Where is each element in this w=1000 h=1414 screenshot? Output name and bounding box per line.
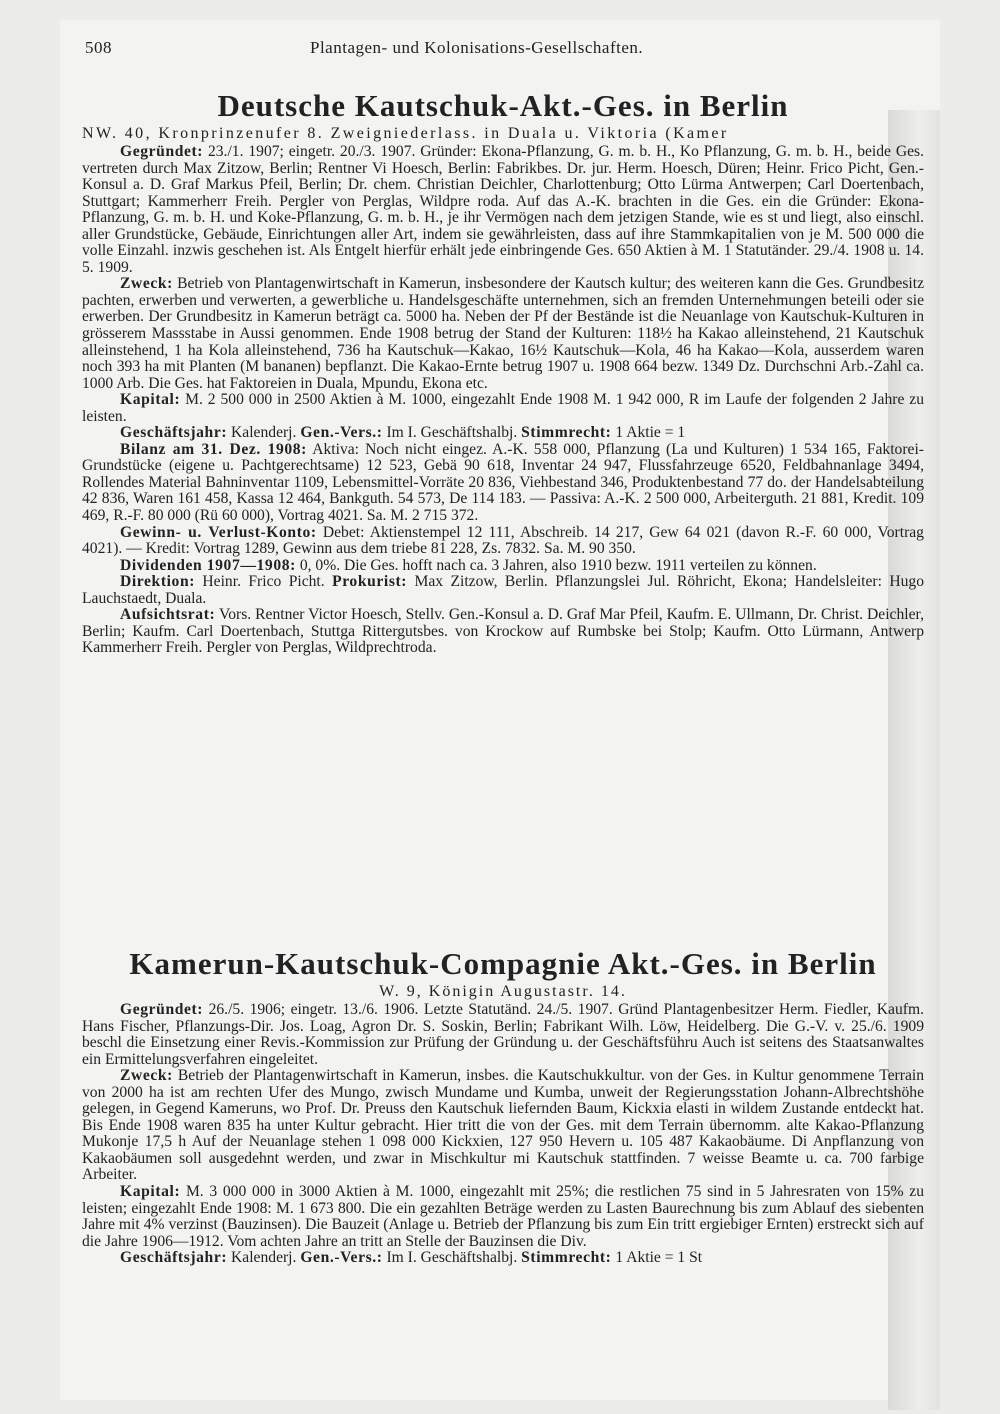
paragraph-label: Direktion: <box>120 573 196 591</box>
paragraph-text: Kalenderj. <box>227 1249 301 1267</box>
paragraph-zweck <box>82 1068 924 1184</box>
paragraph-text: Betrieb der Plantagenwirtschaft in Kamerun, insbes. die Kautschukkultur. von der Ges. in Kultur genommene Terrain von 2000 ha ist am rechten Ufer des Mungo, zwisch Mundame und Kumba, unweit der Regierungsstation Johann-Albrechtshöhe gelegen, in Gegend Kameruns, wo Prof. Dr. Preuss den Kautschuk liefernden Baum, Kickxia elasti in wildem Zustande entdeckt hat. Bis Ende 1908 waren 835 ha unter Kultur gebracht. Hier tritt die von der Ges. mit dem Terrain übernomm. alte Kakao-Pflanzung Mukonje 17,5 h Auf der Neuanlage stehen 1 098 000 Kickxien, 127 950 Hevern u. 105 487 Kakaobäume. Di Anpflanzung von Kakaobäumen soll ausgedehnt werden, und zwar in Mischkultur mi Kautschuk stattfinden. 7 weisse Beamte u. ca. 700 farbige Arbeiter. <box>82 1067 924 1184</box>
paragraph-label: Gegründet: <box>120 143 204 160</box>
paragraph-label: Prokurist: <box>332 573 408 591</box>
paragraph-label: Bilanz am 31. Dez. 1908: <box>120 440 307 458</box>
paragraph-label: Gen.-Vers.: <box>300 1249 383 1267</box>
paragraph-text: M. 3 000 000 in 3000 Aktien à M. 1000, eingezahlt mit 25%; die restlichen 75 sind in 5 Jahresraten von 15% zu leisten; eingezahlt Ende 1908: M. 1 673 800. Die ein gezahlten Beträge werden zu Lasten Baurechnung bis zum Ablauf des siebenten Jahre mit 4% verzinst (Bauzinsen). Die Bauzeit (Anlage u. Betrieb der Pflanzung bis zum Ein tritt ergiebiger Ernten) erstreckt sich auf die Jahre 1906—1912. Vom achten Jahre an tritt an Stelle der Bauzinsen die Div. <box>82 1183 924 1250</box>
paragraph-text: 23./1. 1907; eingetr. 20./3. 1907. Gründer: Ekona-Pflanzung, G. m. b. H., Ko Pflanzung, G. m. b. H., beide Ges. vertreten durch Max Zitzow, Berlin; Rentner Vi Hoesch, Berlin: Fabrikbes. Dr. jur. Herm. Hoesch, Düren; Heinr. Frico Picht, Gen.-Konsul a. D. Graf Markus Pfeil, Berlin; Dr. chem. Christian Deichler, Charlottenburg; Otto Lürma Antwerpen; Carl Doertenbach, Stuttgart; Kammerherr Freih. Pergler von Perglas, Wildpre roda. Auf das A.-K. brachten in die Ges. ein die Gründer: Ekona-Pflanzung, G. m. b. H. und Koke-Pflanzung, G. m. b. H., je ihr Vermögen nach dem jetzigen Stande, wie es st und liegt, also einschl. aller Grundstücke, Gebäude, Einrichtungen aller Art, indem sie gewährleisten, dass auf ihre Stammkapitalien von je M. 500 000 die volle Einzahl. inzwis geschehen ist. Als Entgelt hierfür erhält jede einbringende Ges. 650 Aktien à M. 1 Statutänder. 29./4. 1908 u. 14. 5. 1909. <box>82 143 924 276</box>
page-number: 508 <box>85 38 112 57</box>
running-title: Plantagen- und Kolonisations-Gesellschaften. <box>310 38 644 57</box>
paragraph-label: Kapital: <box>120 1183 181 1201</box>
paragraph-text: M. 2 500 000 in 2500 Aktien à M. 1000, eingezahlt Ende 1908 M. 1 942 000, R im Laufe der folgenden 2 Jahre zu leisten. <box>82 391 924 425</box>
entry-deutsche-kautschuk <box>82 88 924 657</box>
paragraph-kapital <box>82 392 924 425</box>
paragraph-dividenden <box>82 558 924 575</box>
paragraph-gewinn-verlust <box>82 525 924 558</box>
paragraph-text: Kalenderj. <box>227 424 301 442</box>
paragraph-text: 1 Aktie = 1 <box>611 424 686 442</box>
paragraph-label: Zweck: <box>120 275 173 293</box>
paragraph-direktion <box>82 574 924 607</box>
paragraph-zweck <box>82 276 924 392</box>
paragraph-label: Dividenden 1907—1908: <box>120 556 296 574</box>
paragraph-aufsichtsrat <box>82 607 924 657</box>
running-header <box>85 38 885 66</box>
entry-title: Deutsche Kautschuk-Akt.-Ges. in Berlin <box>217 88 789 123</box>
paragraph-label: Stimmrecht: <box>521 1249 612 1267</box>
paragraph-text: Max Zitzow, Berlin. Pflanzungslei Jul. Röhricht, Ekona; Handelsleiter: Hugo Lauchstaedt, Duala. <box>82 573 924 607</box>
paragraph-text: 26./5. 1906; eingetr. 13./6. 1906. Letzte Statutänd. 24./5. 1907. Gründ Plantagenbesitzer Herm. Fiedler, Kaufm. Hans Fischer, Pflanzungs-Dir. Jos. Loag, Agron Dr. S. Soskin, Berlin; Fabrikant Wilh. Löw, Heidelberg. Die G.-V. v. 25./6. 1909 beschl die Einsetzung einer Revis.-Kommission zur Prüfung der Gründung u. der Geschäftsführu Auch ist seitens des Staatsanwaltes ein Ermittelungsverfahren eingeleitet. <box>82 1001 924 1068</box>
paragraph-label: Stimmrecht: <box>521 424 612 442</box>
paragraph-geschaeftsjahr <box>82 1250 924 1267</box>
paragraph-label: Aufsichtsrat: <box>120 606 216 624</box>
paragraph-text: 0, 0%. Die Ges. hofft nach ca. 3 Jahren, also 1910 bezw. 1911 verteilen zu können. <box>295 556 817 574</box>
paragraph-label: Gen.-Vers.: <box>300 424 383 442</box>
paragraph-text: Vors. Rentner Victor Hoesch, Stellv. Gen.-Konsul a. D. Graf Mar Pfeil, Kaufm. E. Ullmann, Dr. Christ. Deichler, Berlin; Kaufm. Carl Doertenbach, Stuttga Rittergutsbes. von Krockow auf Rumbske bei Stolp; Kaufm. Otto Lürmann, Antwerp Kammerherr Freih. Pergler von Perglas, Wildprechtroda. <box>82 606 924 657</box>
paragraph-gegruendet <box>82 1002 924 1068</box>
paragraph-geschaeftsjahr <box>82 425 924 442</box>
paragraph-bilanz <box>82 442 924 525</box>
paragraph-text: Debet: Aktienstempel 12 111, Abschreib. 14 217, Gew 64 021 (davon R.-F. 60 000, Vortrag 4021). — Kredit: Vortrag 1289, Gewinn aus dem triebe 81 228, Zs. 7832. Sa. M. 90 350. <box>82 523 924 558</box>
entry-kamerun-kautschuk <box>82 946 924 1267</box>
entry-address: NW. 40, Kronprinzenufer 8. Zweigniederlass. in Duala u. Viktoria (Kamer <box>82 125 729 142</box>
paragraph-text: Heinr. Frico Picht. <box>195 573 333 591</box>
paragraph-gegruendet <box>82 144 924 276</box>
paragraph-label: Gegründet: <box>120 1001 204 1018</box>
paragraph-text: Betrieb von Plantagenwirtschaft in Kamerun, insbesondere der Kautsch kultur; des weiteren kann die Ges. Grundbesitz pachten, erwerben und verwerten, a gewerbliche u. Handelsgeschäfte unternehmen, sich an fremden Unternehmungen beteili oder sie erwerben. Der Grundbesitz in Kamerun beträgt ca. 5000 ha. Neben der Pf der Bestände ist die Neuanlage von Kautschuk-Kulturen in grösserem Massstabe in Aussi genommen. Ende 1908 betrug der Stand der Kulturen: 118½ ha Kakao alleinstehend, 21 Kautschuk alleinstehend, 1 ha Kola alleinstehend, 736 ha Kautschuk—Kakao, 16½ Kautschuk—Kola, 46 ha Kakao—Kola, ausserdem waren noch 393 ha mit Planten (M bananen) bepflanzt. Die Kakao-Ernte betrug 1907 u. 1908 664 bezw. 1349 Dz. Durchschni Arb.-Zahl ca. 1000 Arb. Die Ges. hat Faktoreien in Duala, Mpundu, Ekona etc. <box>82 275 924 392</box>
paragraph-text: Im I. Geschäftshalbj. <box>382 1249 522 1267</box>
entry-title: Kamerun-Kautschuk-Compagnie Akt.-Ges. in Berlin <box>129 946 877 981</box>
paragraph-text: Aktiva: Noch nicht eingez. A.-K. 558 000, Pflanzung (La und Kulturen) 1 534 165, Faktorei-Grundstücke (eigene u. Pachtgerechtsame) 12 523, Gebä 90 618, Inventar 24 947, Flussfahrzeuge 6520, Feldbahnanlage 3494, Rollendes Material Bahninventar 1109, Lebensmittel-Vorräte 20 836, Viehbestand 346, Produktenbestand 77 do. der Handelsabteilung 42 836, Waren 161 458, Kassa 12 464, Bankguth. 54 573, De 114 183. — Passiva: A.-K. 2 500 000, Arbeiterguth. 21 881, Kredit. 109 469, R.-F. 80 000 (Rü 60 000), Vortrag 4021. Sa. M. 2 715 372. <box>82 440 924 525</box>
paragraph-kapital <box>82 1184 924 1250</box>
paragraph-label: Zweck: <box>120 1067 173 1085</box>
paragraph-label: Geschäftsjahr: <box>120 1249 228 1267</box>
entry-address: W. 9, Königin Augustastr. 14. <box>379 983 627 1000</box>
paragraph-label: Kapital: <box>120 391 181 409</box>
paragraph-label: Geschäftsjahr: <box>120 424 228 442</box>
paragraph-text: Im I. Geschäftshalbj. <box>382 424 522 442</box>
paragraph-text: 1 Aktie = 1 St <box>611 1249 703 1267</box>
paragraph-label: Gewinn- u. Verlust-Konto: <box>120 523 317 541</box>
